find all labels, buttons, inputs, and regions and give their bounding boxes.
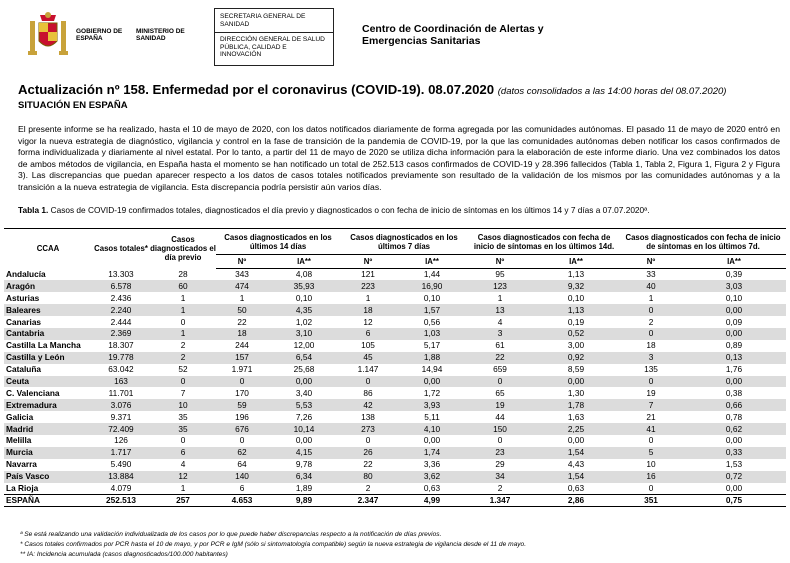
region-name: Castilla La Mancha xyxy=(6,340,81,351)
table-cell: 474 xyxy=(216,280,268,292)
table-cell: 1,54 xyxy=(532,471,620,483)
table-cell: 4 xyxy=(180,459,186,470)
table-cell: 0,63 xyxy=(423,482,441,493)
table-cell: 0,10 xyxy=(567,292,585,303)
table-cell: 52 xyxy=(178,364,188,375)
table-cell: 1,54 xyxy=(532,447,620,459)
table-cell: 0,10 xyxy=(725,292,743,303)
coat-of-arms-icon xyxy=(28,11,68,59)
table-cell: 0 xyxy=(180,316,186,327)
region-name: Murcia xyxy=(4,447,92,459)
table-cell: 0,00 xyxy=(423,435,441,446)
table-cell: 2 xyxy=(180,340,186,351)
table-cell: 18 xyxy=(216,328,268,340)
table-cell: 3,40 xyxy=(295,387,313,398)
gobierno-label: GOBIERNO DE ESPAÑA xyxy=(76,27,123,42)
region-name: La Rioja xyxy=(6,482,39,493)
table-cell: 10 xyxy=(646,459,656,470)
table-row xyxy=(4,447,786,459)
table-cell: 35 xyxy=(150,423,216,435)
total-cell: 351 xyxy=(620,494,682,506)
table-cell: 0 xyxy=(620,376,682,388)
government-logo xyxy=(18,6,214,64)
table-cell: 140 xyxy=(216,471,268,483)
table-cell: 7,26 xyxy=(295,411,313,422)
header-ia: IA** xyxy=(396,255,468,269)
table-cell: 23 xyxy=(468,447,532,459)
header-ia: IA** xyxy=(532,255,620,269)
total-label: ESPAÑA xyxy=(4,494,92,506)
table-cell: 19 xyxy=(646,387,656,398)
region-name: Castilla y León xyxy=(4,352,92,364)
table-cell: 2 xyxy=(648,316,654,327)
table-cell: 0 xyxy=(180,435,186,446)
table-cell: 135 xyxy=(644,364,658,375)
table-cell: 2 xyxy=(497,482,503,493)
table-cell: 0,66 xyxy=(682,399,786,411)
total-cell: 4.653 xyxy=(216,494,268,506)
table-cell: 33 xyxy=(646,269,656,280)
intro-paragraph: El presente informe se ha realizado, hasta el 10 de mayo de 2020, con los datos notificados diariamente de forma agregada por las comunidades autónomas. El pasado 11 de mayo de 2020 entró en vigor la nueva estrategia de diagnóstico, vigilancia y control en la fase de transición de la pandemia de COVID-19, por la que las comunidades autónomas deben notificar los casos confirmados de forma individualizada y diariamente al nivel estatal. Por lo tanto, a partir del 11 de mayo de 2020 se utiliza dicha información para la elaboración de este informe diario. Una vez combinados los datos de ambos métodos de vigilancia, en España hasta el momento se han notificado un total de 252.513 casos confirmados de COVID-19 y 28.396 fallecidos (Tabla 1, Tabla 2, Figura 1, Figura 2 y Figura 3). Las discrepancias que puedan aparecer respecto a los datos de casos totales notificados previamente son resultado de la validación de los mismos por las comunidades autónomas y a la transición a la nueva estrategia de vigilancia. Esta discrepancia podría persistir aún varios días. xyxy=(18,124,780,192)
report-title-note: (datos consolidados a las 14:00 horas del 08.07.2020) xyxy=(497,86,727,97)
table-cell: 0,00 xyxy=(725,482,743,493)
table-row xyxy=(4,387,786,399)
table-cell: 0,92 xyxy=(532,352,620,364)
table-cell: 676 xyxy=(216,423,268,435)
table-cell: 1,72 xyxy=(423,387,441,398)
table-cell: 1 xyxy=(180,292,186,303)
region-name: Extremadura xyxy=(4,399,92,411)
table-cell: 95 xyxy=(495,269,505,280)
table-cell: 3,10 xyxy=(268,328,340,340)
table-cell: 6 xyxy=(340,328,396,340)
table-cell: 5 xyxy=(620,447,682,459)
table-cell: 0,62 xyxy=(682,423,786,435)
report-title-text: Actualización nº 158. Enfermedad por el coronavirus (COVID-19). 08.07.2020 xyxy=(18,82,495,97)
table-cell: 1,30 xyxy=(567,387,585,398)
cases-table xyxy=(4,228,786,507)
region-name: Aragón xyxy=(4,280,92,292)
total-cell: 2.347 xyxy=(340,494,396,506)
table-cell: 244 xyxy=(235,340,249,351)
table-cell: 0 xyxy=(620,304,682,316)
table-caption xyxy=(18,205,650,215)
table-cell: 1,13 xyxy=(532,304,620,316)
table-row xyxy=(4,411,786,423)
table-cell: 0 xyxy=(497,435,503,446)
table-cell: 42 xyxy=(340,399,396,411)
table-cell: 1.147 xyxy=(357,364,379,375)
table-cell: 150 xyxy=(468,423,532,435)
table-cell: 1 xyxy=(239,292,245,303)
total-row xyxy=(4,494,786,506)
table-cell: 80 xyxy=(340,471,396,483)
region-name: Ceuta xyxy=(4,376,92,388)
table-cell: 1,44 xyxy=(423,269,441,280)
table-cell: 59 xyxy=(216,399,268,411)
table-cell: 1,57 xyxy=(396,304,468,316)
region-name: Andalucía xyxy=(6,268,46,279)
header-14-dias: Casos diagnosticados en los últimos 14 días xyxy=(216,229,340,255)
region-name: C. Valenciana xyxy=(6,387,60,398)
table-cell: 0,56 xyxy=(423,316,441,327)
footnote: ª Se está realizando una validación individualizada de los casos por lo que puede haber discrepancias respecto a la notificación de días previos. xyxy=(20,531,442,538)
table-cell: 3,00 xyxy=(567,340,585,351)
region-name: Melilla xyxy=(6,435,32,446)
header-n: Nº xyxy=(216,255,268,269)
table-cell: 123 xyxy=(468,280,532,292)
table-cell: 35,93 xyxy=(268,280,340,292)
table-cell: 1 xyxy=(497,292,503,303)
table-cell: 0 xyxy=(648,435,654,446)
table-cell: 18 xyxy=(340,304,396,316)
table-row xyxy=(4,376,786,388)
table-cell: 62 xyxy=(216,447,268,459)
table-cell: 64 xyxy=(237,459,247,470)
report-header xyxy=(18,6,778,68)
centro-title: Centro de Coordinación de Alertas y Emergencias Sanitarias xyxy=(362,23,544,47)
table-cell: 0,00 xyxy=(682,376,786,388)
table-cell: 22 xyxy=(363,459,373,470)
total-cell: 4,99 xyxy=(396,494,468,506)
table-cell: 0,52 xyxy=(532,328,620,340)
table-cell: 50 xyxy=(216,304,268,316)
table-cell: 72.409 xyxy=(92,423,150,435)
table-cell: 6 xyxy=(150,447,216,459)
table-cell: 60 xyxy=(150,280,216,292)
total-cell: 0,75 xyxy=(682,494,786,506)
table-cell: 13.884 xyxy=(92,471,150,483)
table-cell: 0,00 xyxy=(268,376,340,388)
table-cell: 16 xyxy=(620,471,682,483)
footnotes xyxy=(20,530,526,560)
header-totales: Casos totales* xyxy=(92,229,150,269)
department-box xyxy=(214,8,334,66)
table-cell: 45 xyxy=(340,352,396,364)
table-cell: 1,78 xyxy=(532,399,620,411)
table-cell: 0,00 xyxy=(295,435,313,446)
table-cell: 1,02 xyxy=(295,316,313,327)
table-cell: 0,38 xyxy=(725,387,743,398)
table-cell: 4,10 xyxy=(396,423,468,435)
table-cell: 0,39 xyxy=(725,269,743,280)
header-ccaa: CCAA xyxy=(4,229,92,269)
table-cell: 2.436 xyxy=(110,292,132,303)
table-cell: 44 xyxy=(495,411,505,422)
table-cell: 26 xyxy=(340,447,396,459)
total-cell: 257 xyxy=(150,494,216,506)
table-cell: 0,13 xyxy=(682,352,786,364)
region-name: Asturias xyxy=(6,292,40,303)
table-cell: 10 xyxy=(150,399,216,411)
table-cell: 1 xyxy=(150,328,216,340)
table-cell: 659 xyxy=(493,364,507,375)
table-cell: 1.971 xyxy=(231,364,253,375)
header-sintomas-14d: Casos diagnosticados con fecha de inicio de síntomas en los últimos 14d. xyxy=(468,229,620,255)
table-cell: 1,13 xyxy=(567,269,585,280)
table-cell: 1,88 xyxy=(396,352,468,364)
table-cell: 1,53 xyxy=(725,459,743,470)
table-cell: 1,63 xyxy=(567,411,585,422)
table-cell: 9,32 xyxy=(532,280,620,292)
table-cell: 86 xyxy=(363,387,373,398)
footnote: ** IA: Incidencia acumulada (casos diagnosticados/100.000 habitantes) xyxy=(20,551,228,558)
report-title xyxy=(18,82,726,97)
table-cell: 0,19 xyxy=(567,316,585,327)
table-cell: 4,15 xyxy=(268,447,340,459)
table-cell: 0,09 xyxy=(725,316,743,327)
table-cell: 1 xyxy=(180,482,186,493)
table-cell: 273 xyxy=(340,423,396,435)
table-row xyxy=(4,280,786,292)
table-cell: 10,14 xyxy=(268,423,340,435)
table-cell: 105 xyxy=(361,340,375,351)
table-cell: 63.042 xyxy=(108,364,134,375)
table-cell: 6,34 xyxy=(268,471,340,483)
table-cell: 1,76 xyxy=(725,364,743,375)
table-cell: 163 xyxy=(92,376,150,388)
direccion-label: DIRECCIÓN GENERAL DE SALUD PÚBLICA, CALIDAD E INNOVACIÓN xyxy=(220,36,325,59)
region-name: Canarias xyxy=(6,316,42,327)
table-cell: 223 xyxy=(340,280,396,292)
region-name: Galicia xyxy=(6,411,34,422)
table-cell: 41 xyxy=(620,423,682,435)
region-name: Baleares xyxy=(4,304,92,316)
table-cell: 0 xyxy=(150,376,216,388)
table-cell: 5.490 xyxy=(110,459,132,470)
table-cell: 1,74 xyxy=(396,447,468,459)
table-cell: 1 xyxy=(648,292,654,303)
table-cell: 0,00 xyxy=(725,435,743,446)
table-cell: 138 xyxy=(361,411,375,422)
table-cell: 157 xyxy=(216,352,268,364)
table-cell: 0,00 xyxy=(567,435,585,446)
table-cell: 12 xyxy=(150,471,216,483)
table-cell: 170 xyxy=(235,387,249,398)
table-cell: 0,00 xyxy=(682,328,786,340)
table-cell: 3 xyxy=(620,352,682,364)
header-ia: IA** xyxy=(682,255,786,269)
table-cell: 0,63 xyxy=(567,482,585,493)
table-cell: 0 xyxy=(648,482,654,493)
table-cell: 0,00 xyxy=(682,304,786,316)
secretaria-label: SECRETARIA GENERAL DE SANIDAD xyxy=(215,9,333,33)
table-caption-text: Casos de COVID-19 confirmados totales, diagnosticados el día previo y diagnosticados o con fecha de inicio de síntomas en los últimos 14 y 7 días a 07.07.2020ª. xyxy=(50,205,650,215)
table-cell: 12 xyxy=(363,316,373,327)
table-cell: 9,78 xyxy=(295,459,313,470)
table-cell: 8,59 xyxy=(567,364,585,375)
table-cell: 9.371 xyxy=(110,411,132,422)
table-row xyxy=(4,459,786,471)
table-cell: 3,03 xyxy=(682,280,786,292)
table-cell: 2.444 xyxy=(110,316,132,327)
total-cell: 1.347 xyxy=(468,494,532,506)
table-cell: 1 xyxy=(150,304,216,316)
table-body xyxy=(4,269,786,507)
table-cell: 14,94 xyxy=(421,364,443,375)
table-cell: 2.240 xyxy=(92,304,150,316)
header-previo: Casos diagnosticados el día previo xyxy=(150,229,216,269)
header-7-dias: Casos diagnosticados en los últimos 7 días xyxy=(340,229,468,255)
table-cell: 0,78 xyxy=(725,411,743,422)
table-row xyxy=(4,292,786,304)
table-cell: 0 xyxy=(365,435,371,446)
table-cell: 0 xyxy=(468,376,532,388)
table-cell: 12,00 xyxy=(293,340,315,351)
ministerio-label: MINISTERIO DE SANIDAD xyxy=(136,27,185,42)
table-cell: 13.303 xyxy=(108,268,134,279)
table-cell: 22 xyxy=(237,316,247,327)
table-cell: 3.076 xyxy=(92,399,150,411)
table-cell: 2 xyxy=(365,482,371,493)
section-heading: SITUACIÓN EN ESPAÑA xyxy=(18,100,128,111)
table-cell: 3 xyxy=(468,328,532,340)
table-cell: 13 xyxy=(468,304,532,316)
table-cell: 6.578 xyxy=(92,280,150,292)
table-cell: 0,89 xyxy=(725,340,743,351)
region-name: Navarra xyxy=(6,459,37,470)
table-cell: 16,90 xyxy=(396,280,468,292)
table-cell: 126 xyxy=(114,435,128,446)
table-cell: 121 xyxy=(361,269,375,280)
header-sintomas-7d: Casos diagnosticados con fecha de inicio de síntomas en los últimos 7d. xyxy=(620,229,786,255)
table-row xyxy=(4,435,786,447)
table-row xyxy=(4,269,786,281)
table-cell: 1,03 xyxy=(396,328,468,340)
table-cell: 0,10 xyxy=(295,292,313,303)
table-cell: 28 xyxy=(178,268,188,279)
table-row xyxy=(4,328,786,340)
table-cell: 3,36 xyxy=(423,459,441,470)
table-cell: 0 xyxy=(620,328,682,340)
table-cell: 0,00 xyxy=(396,376,468,388)
table-cell: 5,17 xyxy=(423,340,441,351)
table-cell: 4.079 xyxy=(110,482,132,493)
table-cell: 18 xyxy=(646,340,656,351)
table-cell: 1.717 xyxy=(92,447,150,459)
total-cell: 2,86 xyxy=(532,494,620,506)
table-cell: 5,53 xyxy=(268,399,340,411)
table-cell: 196 xyxy=(235,411,249,422)
table-row xyxy=(4,471,786,483)
table-cell: 21 xyxy=(646,411,656,422)
table-cell: 3,62 xyxy=(396,471,468,483)
table-cell: 65 xyxy=(495,387,505,398)
table-cell: 0,00 xyxy=(532,376,620,388)
table-cell: 2,25 xyxy=(532,423,620,435)
table-cell: 0,72 xyxy=(682,471,786,483)
header-n: Nº xyxy=(340,255,396,269)
header-n: Nº xyxy=(468,255,532,269)
footnote: * Casos totales confirmados por PCR hasta el 10 de mayo, y por PCR e IgM (sólo si sintomatología compatible) según la nueva estrategia de vigilancia desde el 11 de mayo. xyxy=(20,541,527,548)
table-cell: 0 xyxy=(340,376,396,388)
table-cell: 0 xyxy=(239,435,245,446)
table-cell: 61 xyxy=(495,340,505,351)
table-cell: 2.369 xyxy=(92,328,150,340)
region-name: País Vasco xyxy=(4,471,92,483)
table-row xyxy=(4,423,786,435)
region-name: Cataluña xyxy=(6,364,42,375)
table-cell: 0 xyxy=(216,376,268,388)
total-cell: 252.513 xyxy=(92,494,150,506)
table-row xyxy=(4,364,786,376)
header-ia: IA** xyxy=(268,255,340,269)
table-cell: 19.778 xyxy=(92,352,150,364)
table-cell: 25,68 xyxy=(293,364,315,375)
table-cell: 343 xyxy=(235,269,249,280)
table-cell: 29 xyxy=(495,459,505,470)
table-caption-label: Tabla 1. xyxy=(18,205,49,215)
table-cell: 4,08 xyxy=(295,269,313,280)
table-cell: 2 xyxy=(150,352,216,364)
table-row xyxy=(4,352,786,364)
table-cell: 0,10 xyxy=(423,292,441,303)
table-row xyxy=(4,340,786,352)
table-cell: 1 xyxy=(365,292,371,303)
header-n: Nº xyxy=(620,255,682,269)
table-row xyxy=(4,399,786,411)
table-cell: 18.307 xyxy=(108,340,134,351)
region-name: Cantabria xyxy=(4,328,92,340)
table-cell: 1,89 xyxy=(295,482,313,493)
table-cell: 19 xyxy=(468,399,532,411)
table-cell: 11.701 xyxy=(108,387,134,398)
table-row xyxy=(4,304,786,316)
table-cell: 4 xyxy=(497,316,503,327)
table-cell: 6 xyxy=(239,482,245,493)
table-row xyxy=(4,483,786,495)
table-cell: 6,54 xyxy=(268,352,340,364)
total-cell: 9,89 xyxy=(268,494,340,506)
table-cell: 7 xyxy=(180,387,186,398)
table-cell: 4,43 xyxy=(567,459,585,470)
table-cell: 7 xyxy=(620,399,682,411)
table-cell: 22 xyxy=(468,352,532,364)
region-name: Madrid xyxy=(4,423,92,435)
table-cell: 34 xyxy=(468,471,532,483)
table-cell: 40 xyxy=(620,280,682,292)
table-cell: 5,11 xyxy=(424,411,440,422)
table-row xyxy=(4,316,786,328)
table-cell: 4,35 xyxy=(268,304,340,316)
table-cell: 35 xyxy=(178,411,188,422)
table-cell: 3,93 xyxy=(396,399,468,411)
table-cell: 0,33 xyxy=(682,447,786,459)
